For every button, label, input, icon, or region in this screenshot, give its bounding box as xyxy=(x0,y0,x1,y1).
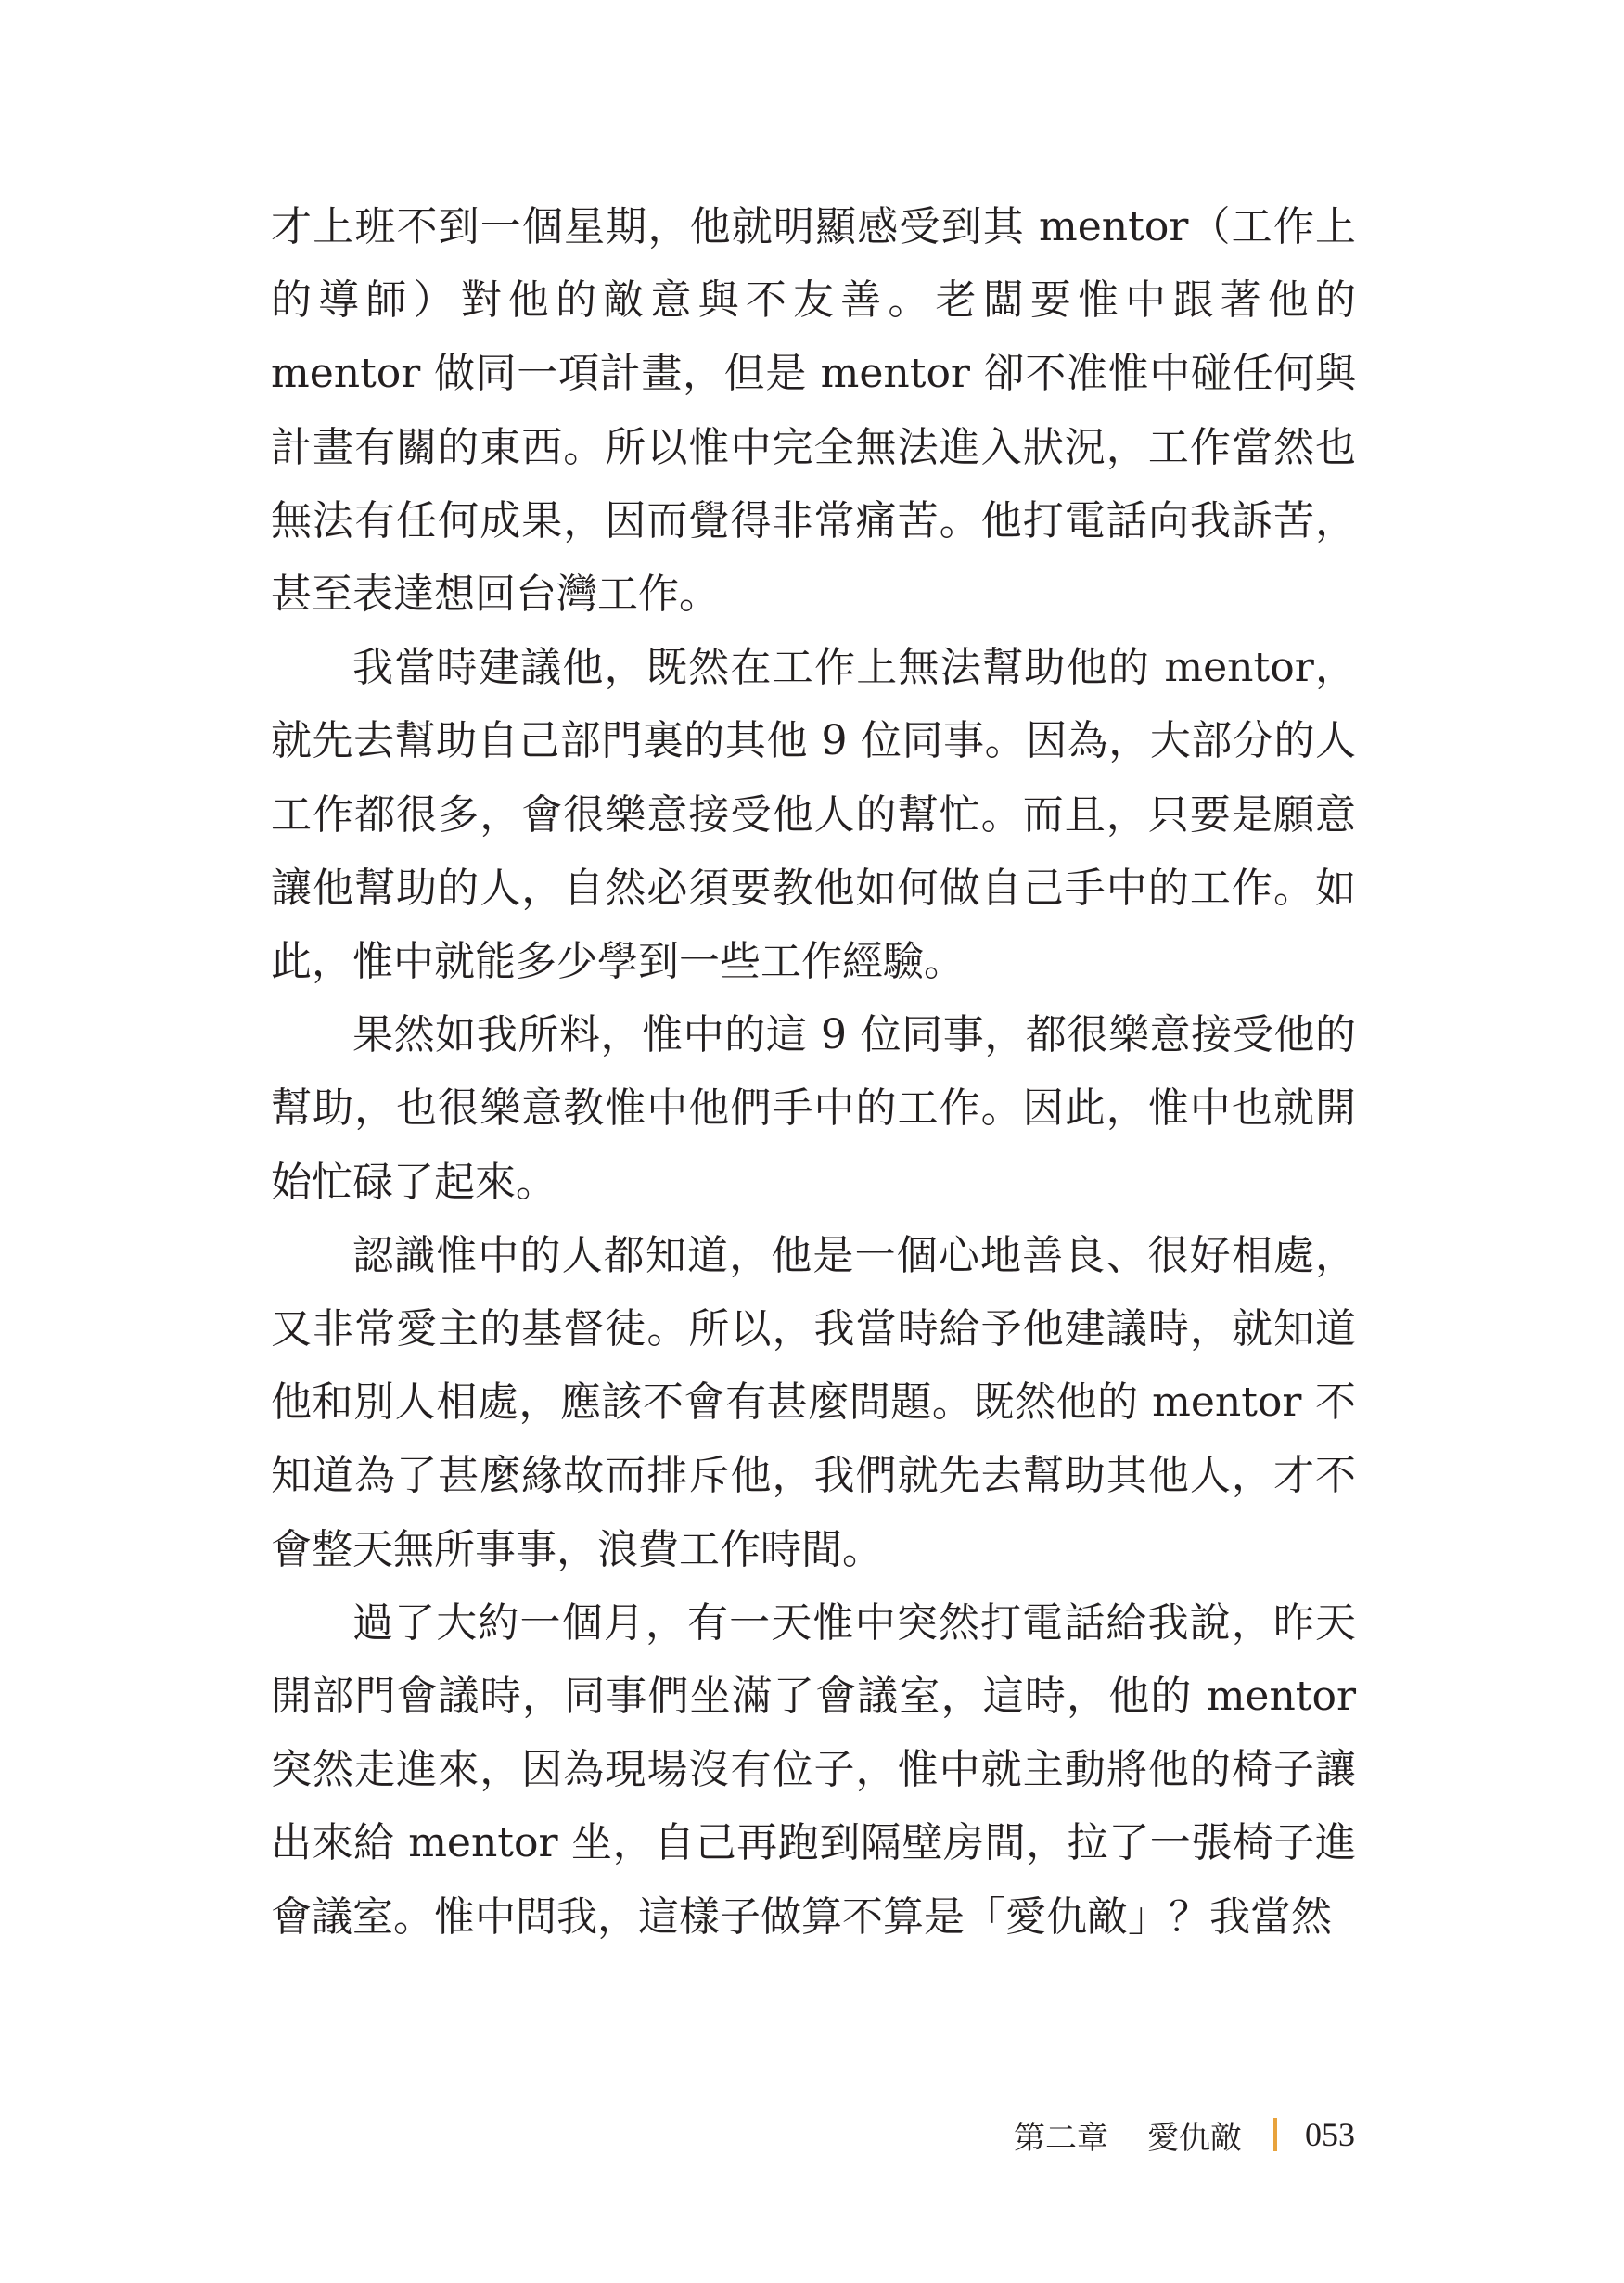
paragraph-3: 果然如我所料，惟中的這 9 位同事，都很樂意接受他的幫助，也很樂意教惟中他們手中的工作。因此，惟中也就開始忙碌了起來。 xyxy=(271,1011,1356,1206)
body-text xyxy=(271,190,1356,1954)
chapter-title: 愛仇敵 xyxy=(1147,2119,1242,2157)
paragraph-2: 我當時建議他，既然在工作上無法幫助他的 mentor，就先去幫助自己部門裏的其他 9 位同事。因為，大部分的人工作都很多，會很樂意接受他人的幫忙。而且，只要是願意讓他幫助的人，自然必須要教他如何做自己手中的工作。如此，惟中就能多少學到一些工作經驗。 xyxy=(271,644,1356,986)
running-footer xyxy=(1014,2111,1355,2158)
footer-divider xyxy=(1273,2118,1277,2151)
page-number: 053 xyxy=(1305,2116,1355,2153)
chapter-label: 第二章 xyxy=(1014,2119,1108,2157)
paragraph-1: 才上班不到一個星期，他就明顯感受到其 mentor（工作上的導師）對他的敵意與不友善。老闆要惟中跟著他的 mentor 做同一項計畫，但是 mentor 卻不准惟中碰任何與計畫有關的東西。所以惟中完全無法進入狀況，工作當然也無法有任何成果，因而覺得非常痛苦。他打電話向我訴苦，甚至表達想回台灣工作。 xyxy=(271,203,1356,619)
paragraph-4: 認識惟中的人都知道，他是一個心地善良、很好相處，又非常愛主的基督徒。所以，我當時給予他建議時，就知道他和別人相處，應該不會有甚麼問題。既然他的 mentor 不知道為了甚麼緣故而排斥他，我們就先去幫助其他人，才不會整天無所事事，浪費工作時間。 xyxy=(271,1231,1356,1573)
paragraph-5: 過了大約一個月，有一天惟中突然打電話給我說，昨天開部門會議時，同事們坐滿了會議室，這時，他的 mentor 突然走進來，因為現場沒有位子，惟中就主動將他的椅子讓出來給 mentor 坐，自己再跑到隔壁房間，拉了一張椅子進會議室。惟中問我，這樣子做算不算是「愛仇敵」？我當然 xyxy=(271,1598,1356,1941)
